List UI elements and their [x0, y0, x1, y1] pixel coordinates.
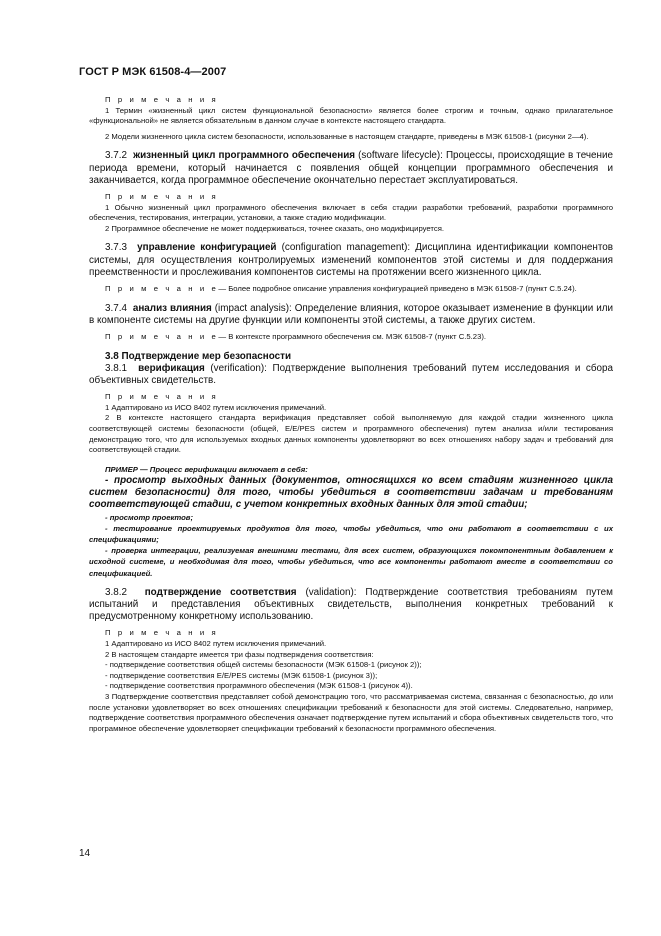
term-definition: (validation): Подтверждение соответствия требованиям путем испытаний и представления объективных свидетельств, выполнения конкретных требований к предусмотренному конкретному использованию. [89, 586, 613, 623]
note-text: — Более подробное описание управления конфигурацией приведено в МЭК 61508-7 (пункт С.5.24). [218, 283, 577, 293]
term-3-7-2 [89, 150, 613, 187]
bullet-1: - подтверждение соответствия общей системы безопасности (МЭК 61508-1 (рисунок 2)); [105, 660, 422, 670]
note-2: 2 Модели жизненного цикла систем безопасности, использованные в настоящем стандарте, приведены в МЭК 61508-1 (рисунки 2—4). [105, 131, 589, 141]
note-text: — В контексте программного обеспечения см. МЭК 61508-7 (пункт С.5.23). [218, 331, 487, 341]
notes-label: П р и м е ч а н и я [105, 392, 219, 402]
term-name: подтверждение соответствия [144, 586, 297, 598]
page-number: 14 [79, 848, 91, 859]
notes-label: П р и м е ч а н и я [105, 95, 219, 104]
note-3-7-4 [89, 332, 613, 343]
term-3-8-2 [89, 587, 613, 624]
note-2: 2 В настоящем стандарте имеется три фазы подтверждения соответствия: [105, 649, 374, 659]
note-2: 2 В контексте настоящего стандарта верификация представляет собой выполняемую для каждой стадии жизненного цикла соответствующей системы безопасности (общей, E/E/PES систем и программного обеспечения) путем анализа и/или тестирования демонстрацию того, что для используемых входных данных компоненты удовлетворяют во всех отношениях набору задач и требований для соответствующей стадии. [89, 413, 613, 455]
example-intro: ПРИМЕР — Процесс верификации включает в себя: [105, 464, 308, 474]
example-item-4: - проверка интеграции, реализуемая внешними тестами, для всех систем, образующихся покомпонентным добавлением к исходной системе, и необходимая для того, чтобы убедиться, что все компоненты работают вместе в соответствии со спецификацией. [89, 546, 613, 578]
note-1: 1 Термин «жизненный цикл систем функциональной безопасности» является более строгим и точным, однако прилагательное «функциональной» не является обязательным в данном случае в контексте настоящего стандарта. [89, 105, 613, 126]
clause-number: 3.8.2 [105, 586, 127, 598]
note-1: 1 Адаптировано из ИСО 8402 путем исключения примечаний. [105, 638, 327, 648]
note-1: 1 Адаптировано из ИСО 8402 путем исключения примечаний. [105, 402, 327, 412]
note-3: 3 Подтверждение соответствия представляет собой демонстрацию того, что рассматриваемая система, связанная с безопасностью, до или после установки удовлетворяет во всех отношениях спецификации требований к безопасности для этой системы. Следовательно, например, подтверждение соответствия программного обеспечения означает подтверждение путем испытаний и сбора объективных свидетельств того, что программное обеспечение удовлетворяет спецификации требований к безопасности программного обеспечения. [89, 691, 613, 733]
term-definition: (verification): Подтверждение выполнения требований путем исследования и сбора объективных свидетельств. [89, 362, 613, 386]
term-name: жизненный цикл программного обеспечения [133, 150, 356, 162]
bullet-2: - подтверждение соответствия E/E/PES системы (МЭК 61508-1 (рисунок 3)); [105, 670, 378, 680]
note-2: 2 Программное обеспечение не может поддерживаться, точнее сказать, оно модифицируется. [105, 223, 444, 233]
clause-number: 3.7.3 [105, 242, 127, 254]
note-label: П р и м е ч а н и е [105, 331, 219, 341]
term-name: верификация [138, 362, 205, 374]
notes-label: П р и м е ч а н и я [105, 191, 219, 201]
page-content [89, 95, 613, 734]
term-3-7-4 [89, 303, 613, 327]
clause-number: 3.8.1 [105, 362, 127, 374]
note-1: 1 Обычно жизненный цикл программного обеспечения включает в себя стадии разработки требований, разработки программного обеспечения, тестирования, интеграции, установки, а также стадию модификации. [89, 202, 613, 223]
term-definition: (impact analysis): Определение влияния, которое оказывает изменение в функции или в компоненте системы на другие функции или компоненты этой системы, а также других систем. [89, 302, 613, 326]
term-name: управление конфигурацией [137, 242, 277, 254]
section-heading-3-8: 3.8 Подтверждение мер безопасности [105, 350, 292, 362]
bullet-3: - подтверждение соответствия программного обеспечения (МЭК 61508-1 (рисунок 4)). [105, 681, 413, 691]
clause-number: 3.7.2 [105, 150, 127, 162]
note-3-7-3 [89, 284, 613, 295]
document-header: ГОСТ Р МЭК 61508-4—2007 [79, 66, 227, 78]
term-3-8-1 [89, 363, 613, 387]
note-label: П р и м е ч а н и е [105, 283, 219, 293]
notes-label: П р и м е ч а н и я [105, 628, 219, 638]
example-item-2: - просмотр проектов; [105, 512, 194, 522]
example-item-1: - просмотр выходных данных (документов, относящихся ко всем стадиям жизненного цикла систем безопасности) для того, чтобы убедиться в соответствии задачам и требованиям соответствующей стадии, с учетом конкретных входных данных для этой стадии; [89, 474, 613, 511]
example-item-3: - тестирование проектируемых продуктов для того, чтобы убедиться, что они работают в соответствии с их спецификациями; [89, 523, 613, 544]
clause-number: 3.7.4 [105, 302, 127, 314]
term-definition: (configuration management): Дисциплина идентификации компонентов системы, для осуществления контролируемых изменений компонентов этой системы и для поддержания преемственности и прослеживания компонентов системы на протяжении всего жизненного цикла. [89, 242, 613, 278]
term-3-7-3 [89, 242, 613, 279]
term-name: анализ влияния [132, 302, 212, 314]
term-definition: (software lifecycle): Процессы, происходящие в течение периода времени, который начинается с появления общей концепции программного обеспечения и заканчивается, когда программное обеспечение окончательно перестает эксплуатироваться. [89, 150, 613, 186]
